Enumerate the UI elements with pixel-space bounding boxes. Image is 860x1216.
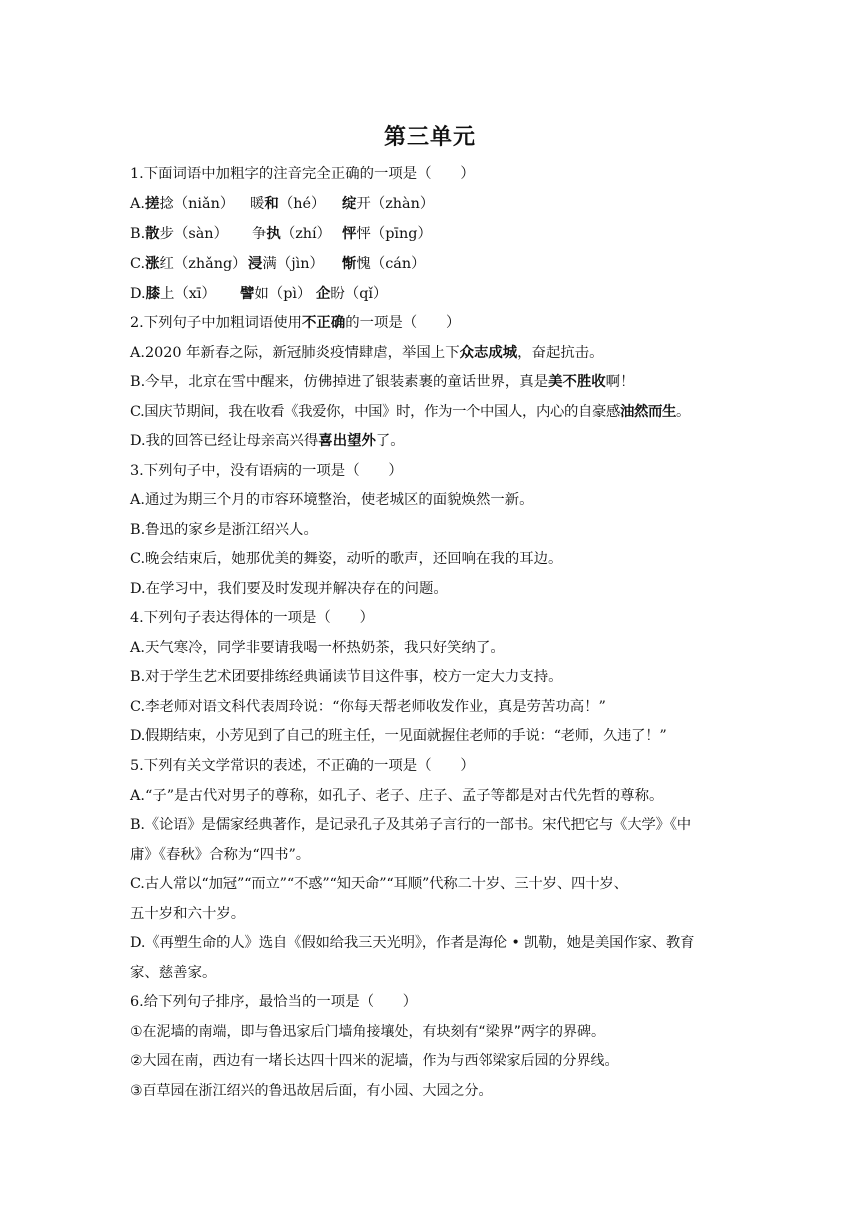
q4-option-a: A.天气寒冷，同学非要请我喝一杯热奶茶，我只好笑纳了。 — [130, 640, 505, 656]
q2-option-b: B.今早，北京在雪中醒来，仿佛掉进了银装素裹的童话世界，真是美不胜收啊！ — [130, 373, 635, 390]
q5-option-d-line2: 家、慈善家。 — [130, 965, 217, 981]
q3-option-c: C.晚会结束后，她那优美的舞姿，动听的歌声，还回响在我的耳边。 — [130, 551, 563, 567]
q5-option-c-line1: C.古人常以“加冠”“而立”“不惑”“知天命”“耳顺”代称二十岁、三十岁、四十岁、 — [130, 876, 628, 892]
q3-option-a: A.通过为期三个月的市容环境整治，使老城区的面貌焕然一新。 — [130, 492, 534, 508]
q1-option-d: D.膝上（xī） 譬如（pì） 企盼（qǐ） — [130, 285, 388, 302]
q5-option-b-line2: 庸》《春秋》合称为“四书”。 — [130, 847, 311, 863]
q3-option-b: B.鲁迅的家乡是浙江绍兴人。 — [130, 522, 318, 538]
q1-option-b: B.散步（sàn） 争执（zhí） 怦怦（pīng） — [130, 225, 432, 242]
q6-sentence-3: ③百草园在浙江绍兴的鲁迅故居后面，有小园、大园之分。 — [130, 1083, 493, 1099]
q1-stem: 1.下面词语中加粗字的注音完全正确的一项是（ ） — [130, 166, 475, 182]
q4-option-c: C.李老师对语文科代表周玲说：“你每天帮老师收发作业，真是劳苦功高！” — [130, 699, 606, 715]
q5-stem: 5.下列有关文学常识的表述，不正确的一项是（ ） — [130, 758, 475, 774]
q2-stem: 2.下列句子中加粗词语使用不正确的一项是（ ） — [130, 314, 461, 331]
q6-sentence-1: ①在泥墙的南端，即与鲁迅家后门墙角接壤处，有块刻有“梁界”两字的界碑。 — [130, 1024, 606, 1040]
q5-option-b-line1: B.《论语》是儒家经典著作，是记录孔子及其弟子言行的一部书。宋代把它与《大学》《中 — [130, 817, 691, 833]
q1-option-c: C.涨红（zhǎng）浸满（jìn） 惭愧（cán） — [130, 255, 426, 272]
q6-sentence-2: ②大园在南，西边有一堵长达四十四米的泥墙，作为与西邻梁家后园的分界线。 — [130, 1053, 619, 1069]
q4-stem: 4.下列句子表达得体的一项是（ ） — [130, 610, 374, 626]
q2-option-c: C.国庆节期间，我在收看《我爱你，中国》时，作为一个中国人，内心的自豪感油然而生。 — [130, 403, 690, 420]
q5-option-d-line1: D.《再塑生命的人》选自《假如给我三天光明》，作者是海伦 • 凯勒，她是美国作家、教育 — [130, 935, 695, 951]
q1-option-a: A.搓捻（niǎn） 暖和（hé） 绽开（zhàn） — [130, 195, 435, 212]
q3-stem: 3.下列句子中，没有语病的一项是（ ） — [130, 463, 403, 479]
q4-option-d: D.假期结束，小芳见到了自己的班主任，一见面就握住老师的手说：“老师，久违了！” — [130, 728, 667, 744]
q4-option-b: B.对于学生艺术团要排练经典诵读节目这件事，校方一定大力支持。 — [130, 669, 563, 685]
q2-option-a: A.2020 年新春之际，新冠肺炎疫情肆虐，举国上下众志成城，奋起抗击。 — [130, 344, 604, 361]
page-title: 第三单元 — [383, 125, 476, 150]
q2-option-d: D.我的回答已经让母亲高兴得喜出望外了。 — [130, 432, 405, 449]
q5-option-a: A.“子”是古代对男子的尊称，如孔子、老子、庄子、孟子等都是对古代先哲的尊称。 — [130, 788, 664, 804]
q5-option-c-line2: 五十岁和六十岁。 — [130, 906, 246, 922]
q6-stem: 6.给下列句子排序，最恰当的一项是（ ） — [130, 994, 418, 1010]
q3-option-d: D.在学习中，我们要及时发现并解决存在的问题。 — [130, 581, 448, 597]
